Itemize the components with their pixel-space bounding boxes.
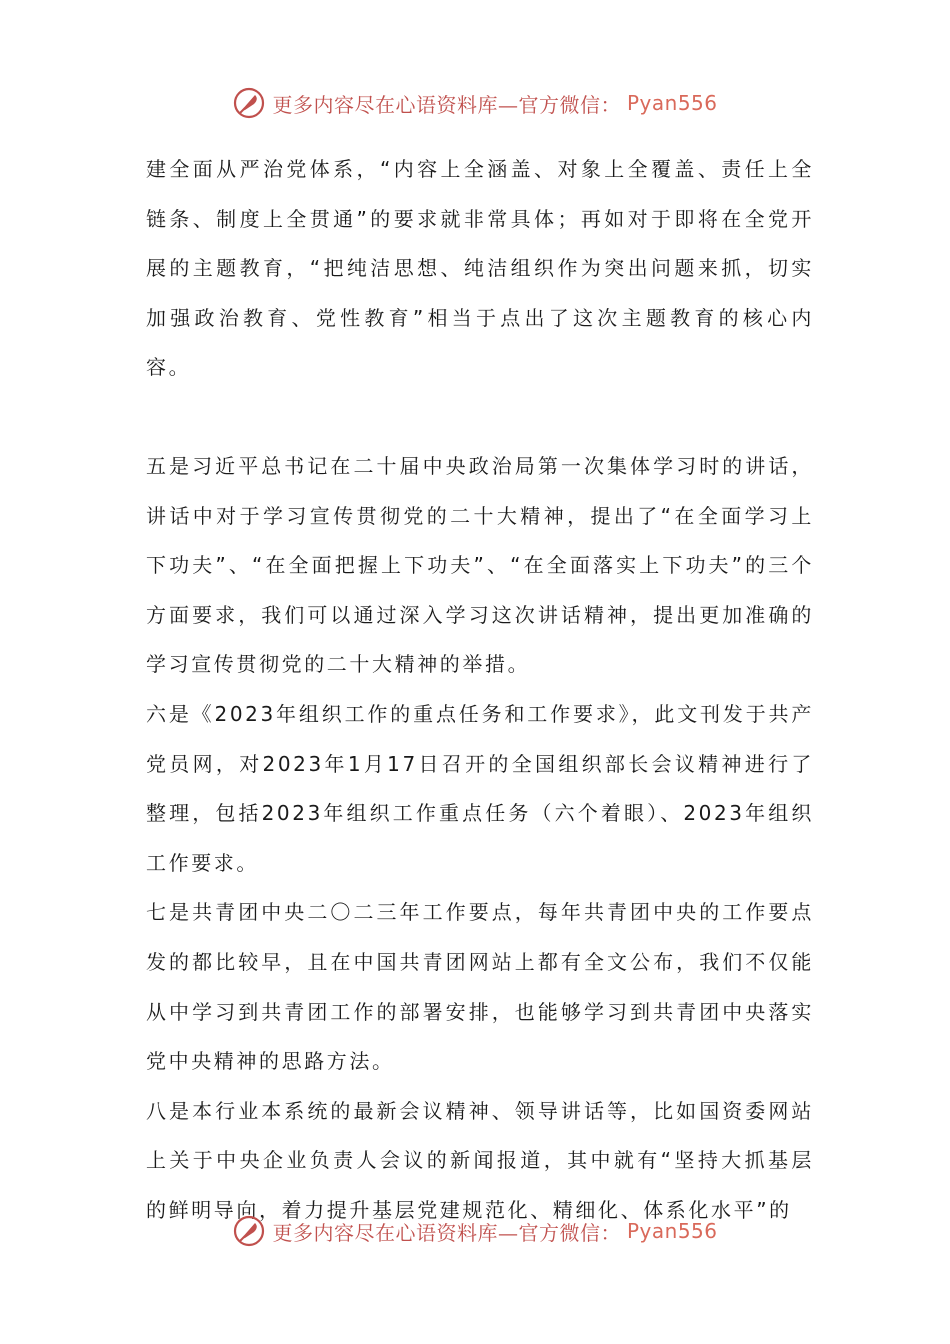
watermark-handle: Pyan556 [626, 91, 718, 115]
quill-logo-icon [232, 1214, 266, 1248]
paragraph-item-8: 八是本行业本系统的最新会议精神、领导讲话等，比如国资委网站上关于中央企业负责人会议的新闻报道，其中就有“坚持大抓基层的鲜明导向，着力提升基层党建规范化、精细化、体系化水平”的 [146, 1098, 814, 1222]
paragraph-item-6: 六是《2023年组织工作的重点任务和工作要求》，此文刊发于共产党员网，对2023年1月17日召开的全国组织部长会议精神进行了整理，包括2023年组织工作重点任务（六个着眼）、2023年组织工作要求。 [146, 701, 814, 875]
watermark-handle: Pyan556 [626, 1219, 718, 1243]
paragraph-item-7: 七是共青团中央二〇二三年工作要点，每年共青团中央的工作要点发的都比较早，且在中国共青团网站上都有全文公布，我们不仅能从中学习到共青团工作的部署安排，也能够学习到共青团中央落实党中央精神的思路方法。 [146, 900, 814, 1074]
paragraph-continued: 建全面从严治党体系，“内容上全涵盖、对象上全覆盖、责任上全链条、制度上全贯通”的要求就非常具体；再如对于即将在全党开展的主题教育，“把纯洁思想、纯洁组织作为突出问题来抓，切实加强政治教育、党性教育”相当于点出了这次主题教育的核心内容。 [146, 157, 814, 380]
quill-logo-icon [232, 86, 266, 120]
document-body [146, 145, 814, 1235]
watermark-text: 更多内容尽在心语资料库—官方微信： [272, 1220, 621, 1245]
watermark-text: 更多内容尽在心语资料库—官方微信： [272, 92, 621, 117]
footer-watermark [0, 1214, 950, 1248]
paragraph-item-5: 五是习近平总书记在二十届中央政治局第一次集体学习时的讲话，讲话中对于学习宣传贯彻党的二十大精神，提出了“在全面学习上下功夫”、“在全面把握上下功夫”、“在全面落实上下功夫”的三个方面要求，我们可以通过深入学习这次讲话精神，提出更加准确的学习宣传贯彻党的二十大精神的举措。 [146, 453, 814, 677]
header-watermark [0, 86, 950, 120]
